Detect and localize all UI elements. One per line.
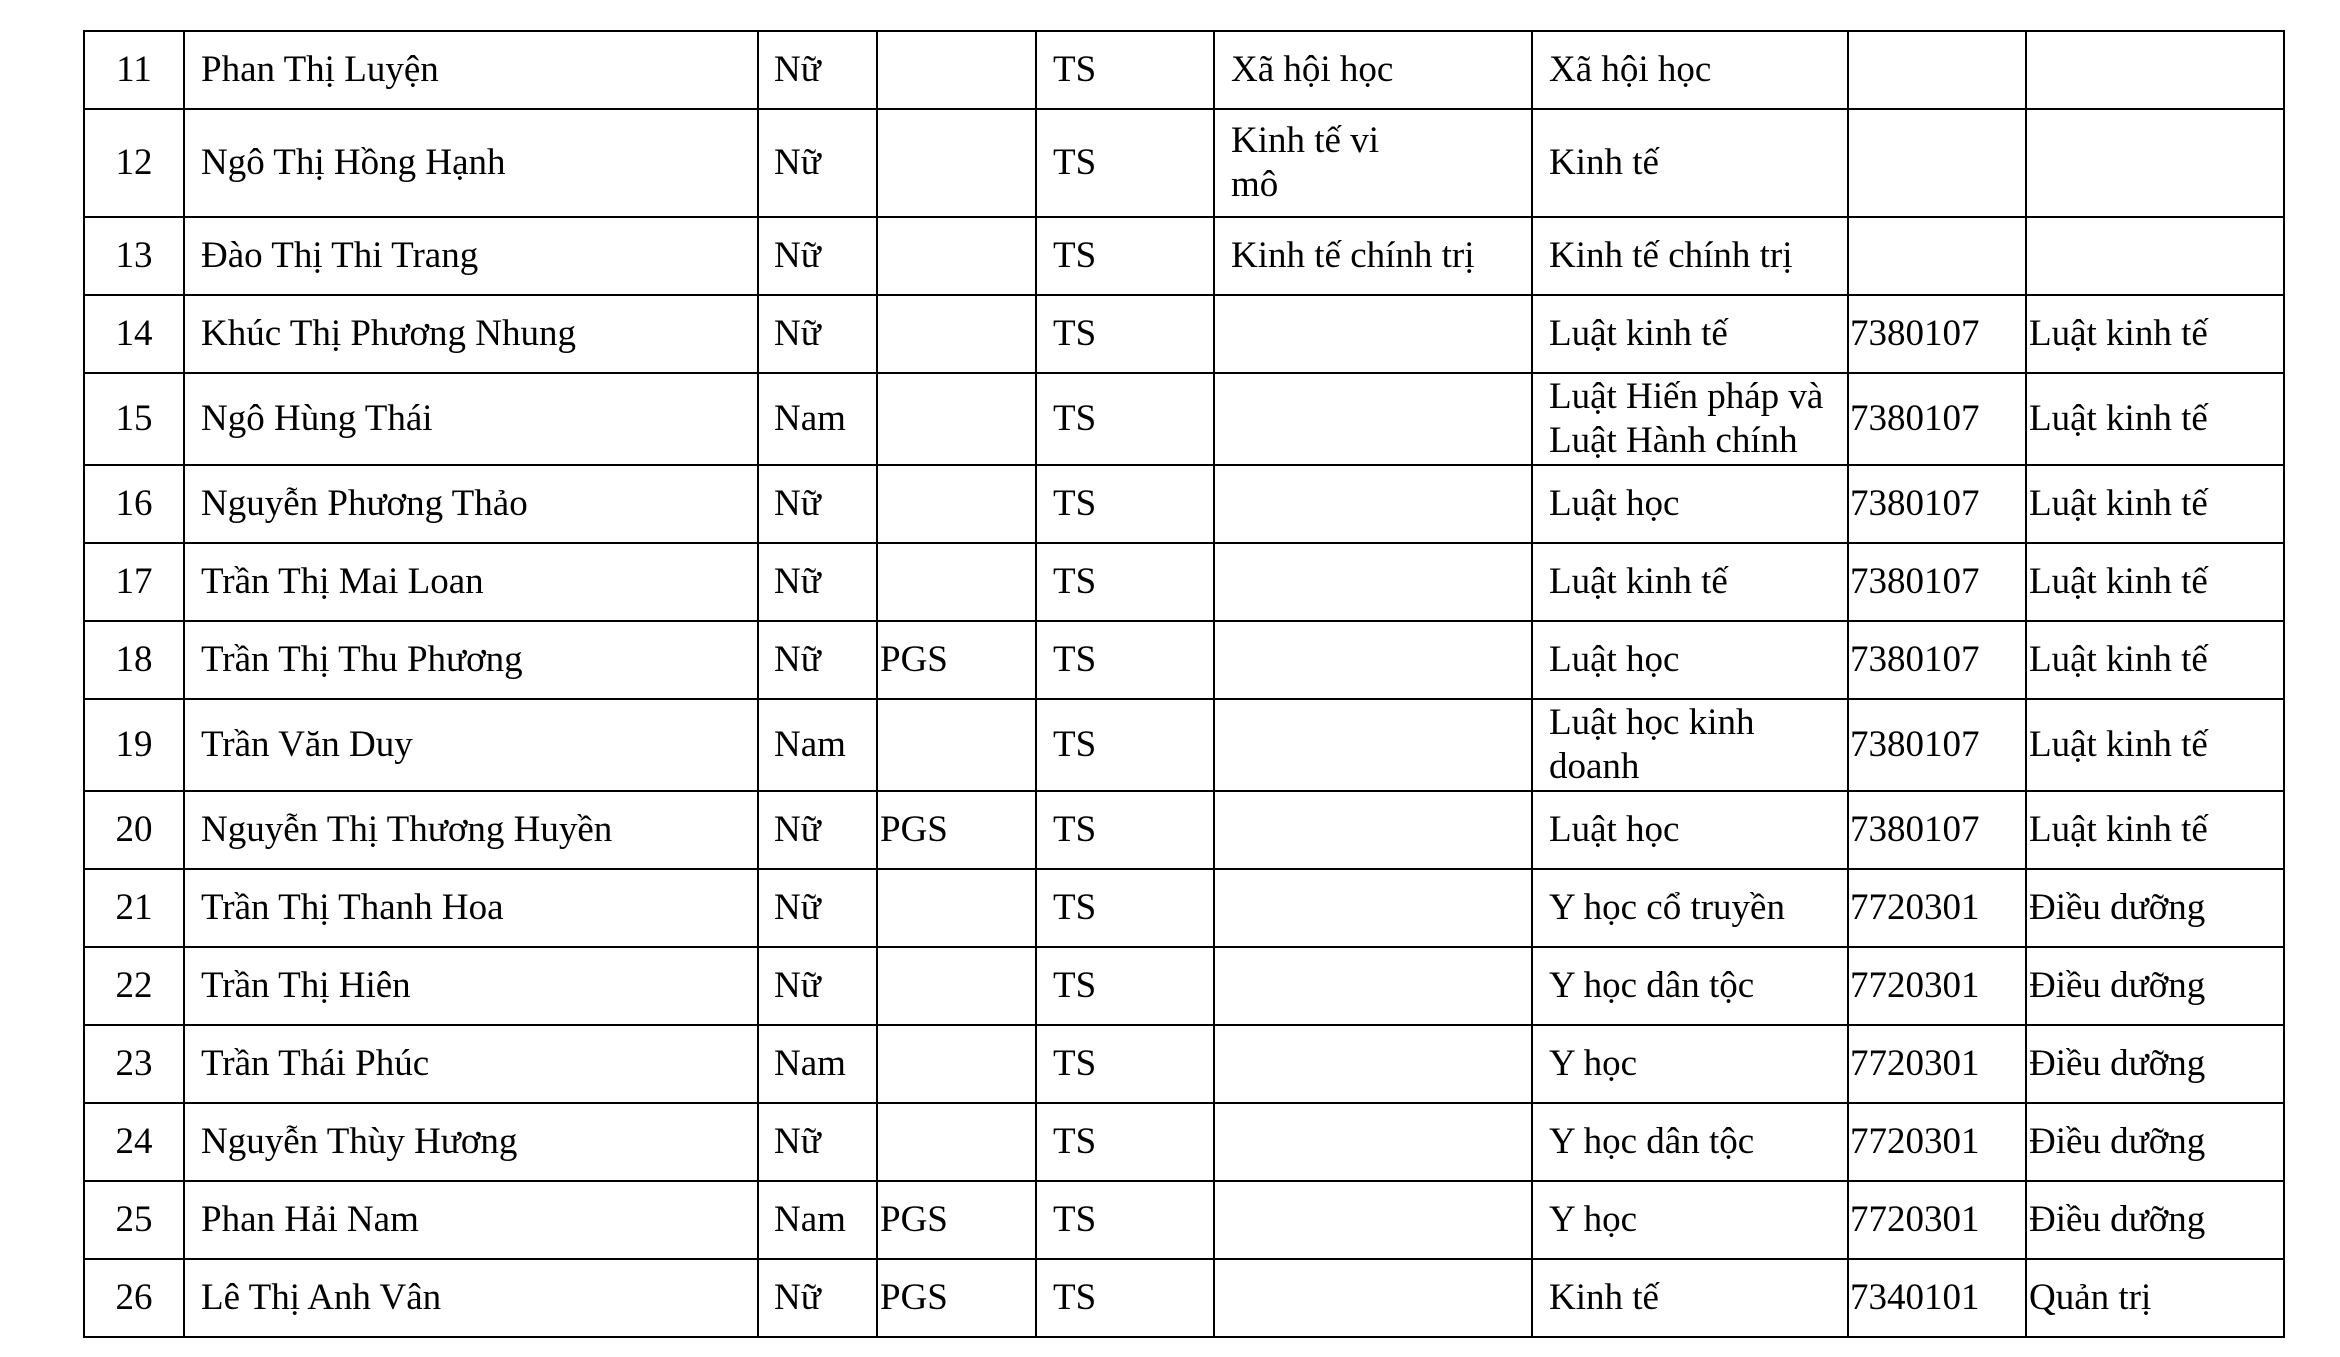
table-row [84,791,2284,869]
academic-title-cell [877,1025,1036,1103]
academic-title-cell [877,31,1036,109]
major-code-cell: 7720301 [1848,1103,2026,1181]
major-cell: Luật kinh tế [2026,543,2284,621]
row-number-cell: 17 [84,543,184,621]
academic-title-cell [877,543,1036,621]
gender-cell: Nữ [758,869,877,947]
table-row [84,1103,2284,1181]
subject-cell [1214,373,1532,465]
name-cell: Nguyễn Thùy Hương [184,1103,758,1181]
row-number-cell: 14 [84,295,184,373]
table-row [84,621,2284,699]
degree-cell: TS [1036,217,1214,295]
major-cell: Điều dưỡng [2026,1181,2284,1259]
major-code-cell: 7380107 [1848,791,2026,869]
major-code-cell: 7380107 [1848,295,2026,373]
row-number-cell: 18 [84,621,184,699]
gender-cell: Nam [758,373,877,465]
major-code-cell: 7380107 [1848,465,2026,543]
row-number-cell: 23 [84,1025,184,1103]
major-code-cell: 7380107 [1848,621,2026,699]
subject-cell: Kinh tế vi mô [1214,109,1532,217]
table-row [84,1181,2284,1259]
specialty-cell: Y học dân tộc [1532,947,1848,1025]
gender-cell: Nữ [758,465,877,543]
specialty-cell: Luật kinh tế [1532,543,1848,621]
row-number-cell: 21 [84,869,184,947]
academic-title-cell: PGS [877,1259,1036,1337]
gender-cell: Nam [758,1181,877,1259]
table-row [84,217,2284,295]
subject-cell [1214,1181,1532,1259]
table-row [84,1025,2284,1103]
gender-cell: Nam [758,699,877,791]
subject-cell [1214,947,1532,1025]
academic-title-cell [877,217,1036,295]
table-row [84,1259,2284,1337]
academic-title-cell [877,295,1036,373]
subject-cell [1214,295,1532,373]
subject-cell [1214,869,1532,947]
name-cell: Trần Thị Thanh Hoa [184,869,758,947]
name-cell: Nguyễn Thị Thương Huyền [184,791,758,869]
degree-cell: TS [1036,947,1214,1025]
subject-cell [1214,465,1532,543]
specialty-cell: Luật học [1532,465,1848,543]
major-code-cell: 7720301 [1848,869,2026,947]
table-row [84,699,2284,791]
major-code-cell [1848,217,2026,295]
major-code-cell: 7720301 [1848,947,2026,1025]
degree-cell: TS [1036,1103,1214,1181]
major-code-cell [1848,109,2026,217]
subject-cell [1214,621,1532,699]
degree-cell: TS [1036,869,1214,947]
row-number-cell: 15 [84,373,184,465]
gender-cell: Nam [758,1025,877,1103]
gender-cell: Nữ [758,543,877,621]
gender-cell: Nữ [758,109,877,217]
staff-table [83,30,2285,1338]
table-row [84,295,2284,373]
degree-cell: TS [1036,543,1214,621]
name-cell: Trần Thị Mai Loan [184,543,758,621]
row-number-cell: 20 [84,791,184,869]
name-cell: Phan Hải Nam [184,1181,758,1259]
specialty-cell: Y học [1532,1025,1848,1103]
major-code-cell: 7720301 [1848,1181,2026,1259]
gender-cell: Nữ [758,295,877,373]
name-cell: Trần Thái Phúc [184,1025,758,1103]
row-number-cell: 26 [84,1259,184,1337]
degree-cell: TS [1036,1181,1214,1259]
row-number-cell: 22 [84,947,184,1025]
specialty-cell: Luật học [1532,621,1848,699]
major-cell: Luật kinh tế [2026,465,2284,543]
table-row [84,465,2284,543]
academic-title-cell: PGS [877,1181,1036,1259]
academic-title-cell [877,373,1036,465]
name-cell: Ngô Hùng Thái [184,373,758,465]
major-cell: Quản trị [2026,1259,2284,1337]
subject-cell: Kinh tế chính trị [1214,217,1532,295]
major-cell: Luật kinh tế [2026,373,2284,465]
major-code-cell: 7720301 [1848,1025,2026,1103]
specialty-cell: Kinh tế chính trị [1532,217,1848,295]
gender-cell: Nữ [758,31,877,109]
major-cell: Luật kinh tế [2026,295,2284,373]
table-row [84,31,2284,109]
degree-cell: TS [1036,295,1214,373]
academic-title-cell [877,109,1036,217]
gender-cell: Nữ [758,217,877,295]
row-number-cell: 16 [84,465,184,543]
degree-cell: TS [1036,699,1214,791]
name-cell: Trần Văn Duy [184,699,758,791]
specialty-cell: Luật học [1532,791,1848,869]
gender-cell: Nữ [758,621,877,699]
major-cell: Luật kinh tế [2026,621,2284,699]
major-cell: Luật kinh tế [2026,791,2284,869]
academic-title-cell: PGS [877,621,1036,699]
specialty-cell: Kinh tế [1532,1259,1848,1337]
subject-cell [1214,1259,1532,1337]
row-number-cell: 13 [84,217,184,295]
row-number-cell: 12 [84,109,184,217]
degree-cell: TS [1036,109,1214,217]
subject-cell [1214,1025,1532,1103]
major-cell: Điều dưỡng [2026,1103,2284,1181]
name-cell: Lê Thị Anh Vân [184,1259,758,1337]
subject-cell [1214,543,1532,621]
table-row [84,869,2284,947]
academic-title-cell [877,947,1036,1025]
specialty-cell: Y học cổ truyền [1532,869,1848,947]
major-cell: Luật kinh tế [2026,699,2284,791]
specialty-cell: Y học [1532,1181,1848,1259]
table-row [84,109,2284,217]
name-cell: Trần Thị Thu Phương [184,621,758,699]
subject-cell: Xã hội học [1214,31,1532,109]
specialty-cell: Kinh tế [1532,109,1848,217]
specialty-cell: Luật học kinh doanh [1532,699,1848,791]
degree-cell: TS [1036,1259,1214,1337]
specialty-cell: Luật kinh tế [1532,295,1848,373]
subject-cell [1214,791,1532,869]
gender-cell: Nữ [758,947,877,1025]
academic-title-cell [877,869,1036,947]
major-code-cell: 7380107 [1848,543,2026,621]
major-code-cell: 7340101 [1848,1259,2026,1337]
specialty-cell: Luật Hiến pháp và Luật Hành chính [1532,373,1848,465]
row-number-cell: 24 [84,1103,184,1181]
table-body [84,31,2284,1337]
gender-cell: Nữ [758,791,877,869]
major-cell [2026,31,2284,109]
row-number-cell: 25 [84,1181,184,1259]
name-cell: Trần Thị Hiên [184,947,758,1025]
name-cell: Khúc Thị Phương Nhung [184,295,758,373]
gender-cell: Nữ [758,1103,877,1181]
table-row [84,947,2284,1025]
row-number-cell: 19 [84,699,184,791]
major-code-cell: 7380107 [1848,373,2026,465]
academic-title-cell [877,465,1036,543]
row-number-cell: 11 [84,31,184,109]
major-cell: Điều dưỡng [2026,869,2284,947]
name-cell: Ngô Thị Hồng Hạnh [184,109,758,217]
gender-cell: Nữ [758,1259,877,1337]
specialty-cell: Y học dân tộc [1532,1103,1848,1181]
name-cell: Đào Thị Thi Trang [184,217,758,295]
degree-cell: TS [1036,1025,1214,1103]
degree-cell: TS [1036,373,1214,465]
degree-cell: TS [1036,31,1214,109]
academic-title-cell [877,699,1036,791]
name-cell: Nguyễn Phương Thảo [184,465,758,543]
degree-cell: TS [1036,465,1214,543]
subject-cell [1214,699,1532,791]
specialty-cell: Xã hội học [1532,31,1848,109]
major-cell [2026,217,2284,295]
name-cell: Phan Thị Luyện [184,31,758,109]
academic-title-cell [877,1103,1036,1181]
table-row [84,373,2284,465]
major-code-cell [1848,31,2026,109]
major-cell: Điều dưỡng [2026,947,2284,1025]
major-cell: Điều dưỡng [2026,1025,2284,1103]
table-row [84,543,2284,621]
academic-title-cell: PGS [877,791,1036,869]
subject-cell [1214,1103,1532,1181]
major-code-cell: 7380107 [1848,699,2026,791]
major-cell [2026,109,2284,217]
degree-cell: TS [1036,621,1214,699]
degree-cell: TS [1036,791,1214,869]
